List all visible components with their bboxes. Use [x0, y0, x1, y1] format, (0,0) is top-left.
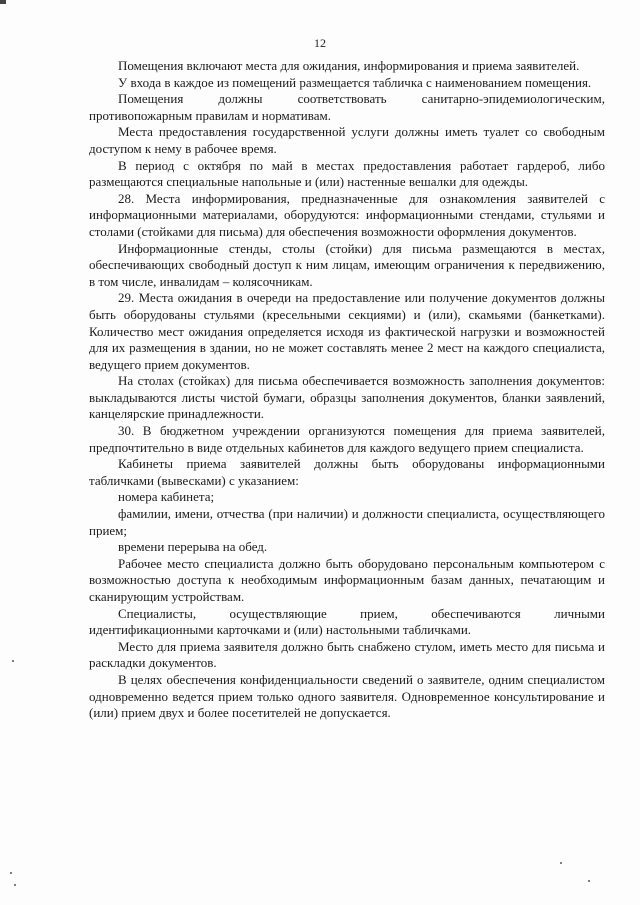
paragraph: 29. Места ожидания в очереди на предоставление или получение документов должны быть оборудованы стульями (кресельными секциями) и (или), скамьями (банкетками). Количество мест ожидания определяется исходя из фактической нагрузки и возможностей для их размещения в здании, но не может составлять менее 2 мест на каждого специалиста, ведущего прием документов. [89, 290, 605, 372]
list-item: фамилии, имени, отчества (при наличии) и должности специалиста, осуществляющего прием; [89, 506, 605, 538]
paragraph: Помещения включают места для ожидания, информирования и приема заявителей. [118, 58, 580, 73]
document-body [89, 58, 605, 722]
paragraph: Места предоставления государственной услуги должны иметь туалет со свободным доступом к нему в рабочее время. [89, 124, 605, 156]
scan-speck [560, 862, 562, 864]
paragraph: На столах (стойках) для письма обеспечивается возможность заполнения документов: выкладываются листы чистой бумаги, образцы заполнения документов, бланки заявлений, канцелярские принадлежности. [89, 373, 605, 422]
paragraph: Кабинеты приема заявителей должны быть оборудованы информационными табличками (вывесками) с указанием: [89, 456, 605, 488]
scan-speck [12, 660, 14, 662]
paragraph: У входа в каждое из помещений размещается табличка с наименованием помещения. [118, 74, 592, 90]
scan-corner-mark [0, 0, 6, 4]
scan-speck [14, 884, 16, 886]
list-item: времени перерыва на обед. [118, 539, 268, 555]
scan-speck [588, 880, 590, 882]
paragraph: 30. В бюджетном учреждении организуются помещения для приема заявителей, предпочтительно в виде отдельных кабинетов для каждого ведущего прием специалиста. [89, 423, 605, 455]
paragraph: Помещения должны соответствовать санитарно-эпидемиологическим, противопожарным правилам и нормативам. [89, 91, 605, 123]
paragraph: Место для приема заявителя должно быть снабжено стулом, иметь место для письма и раскладки документов. [89, 638, 605, 671]
paragraph: 28. Места информирования, предназначенные для ознакомления заявителей с информационными материалами, оборудуются: информационными стендами, стульями и столами (стойками для письма) для обеспечения возможности оформления документов. [89, 190, 605, 239]
paragraph: В целях обеспечения конфиденциальности сведений о заявителе, одним специалистом одновременно ведется прием только одного заявителя. Одновременное консультирование и (или) прием двух и более посетителей не допускается. [89, 671, 605, 721]
list-item: номера кабинета; [118, 489, 215, 505]
scan-speck [10, 872, 12, 874]
paragraph: Специалисты, осуществляющие прием, обеспечиваются личными идентификационными карточками и (или) настольными табличками. [89, 605, 605, 638]
paragraph: Рабочее место специалиста должно быть оборудовано персональным компьютером с возможностью доступа к необходимым информационным базам данных, печатающим и сканирующим устройствам. [89, 555, 605, 604]
paragraph: В период с октября по май в местах предоставления работает гардероб, либо размещаются специальные напольные и (или) настенные вешалки для одежды. [89, 157, 605, 190]
page-number: 12 [314, 36, 326, 50]
paragraph: Информационные стенды, столы (стойки) для письма размещаются в местах, обеспечивающих свободный доступ к ним лицам, имеющим ограничения к передвижению, в том числе, инвалидам – колясочникам. [89, 240, 605, 289]
